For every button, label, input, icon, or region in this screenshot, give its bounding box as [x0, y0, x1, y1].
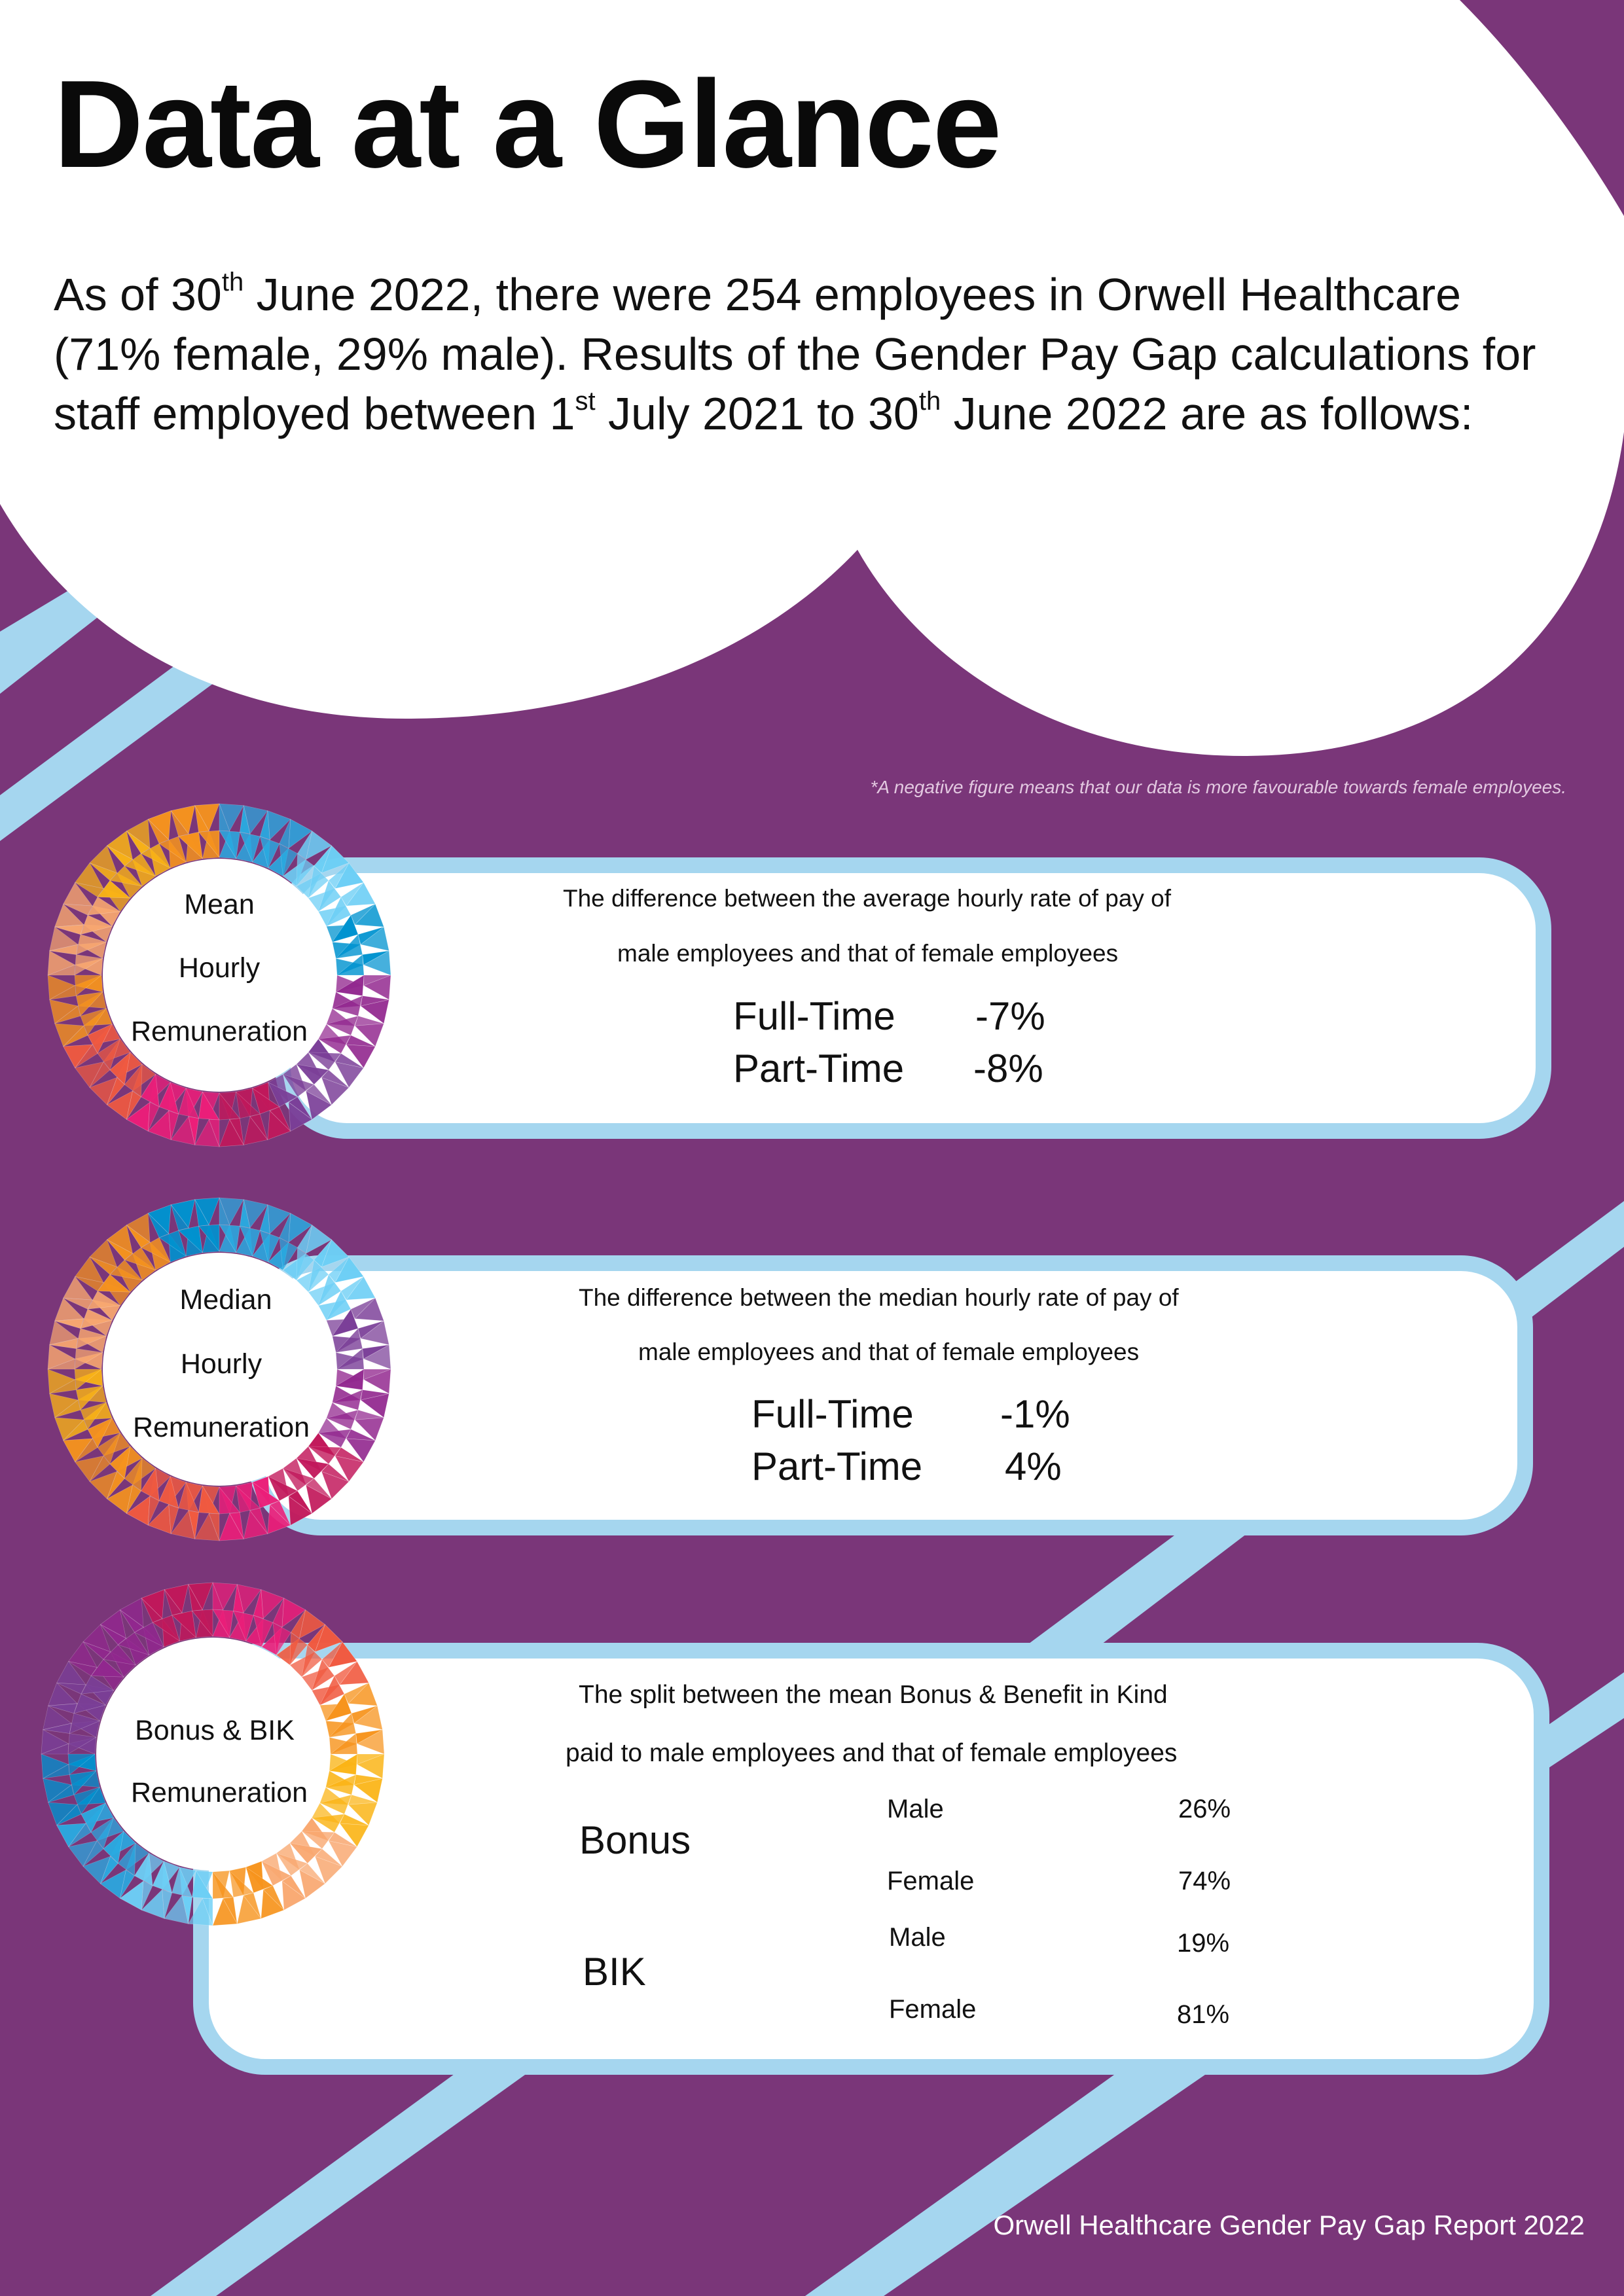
mean-parttime-label: Part-Time: [733, 1047, 905, 1090]
mean-ring-label-2: Hourly: [178, 952, 261, 984]
bonus-ring-label-2: Remuneration: [130, 1777, 308, 1808]
mean-description-line1: The difference between the average hourly rate of pay of: [563, 885, 1172, 912]
stripe: [805, 2062, 1224, 2296]
median-ring-label-2: Hourly: [180, 1348, 262, 1380]
stripe: [151, 2062, 543, 2296]
bonus-description-line2: paid to male employees and that of female employees: [566, 1739, 1178, 1767]
mean-description-line2: male employees and that of female employees: [617, 940, 1119, 967]
bik-label: BIK: [583, 1950, 646, 1994]
page-title: Data at a Glance: [54, 55, 1001, 194]
bonus-male-label: Male: [887, 1795, 944, 1823]
footer-text: Orwell Healthcare Gender Pay Gap Report 2022: [993, 2210, 1585, 2240]
bik-female-label: Female: [889, 1995, 977, 2024]
bik-male-value: 19%: [1177, 1929, 1230, 1958]
median-fulltime-value: -1%: [1000, 1392, 1070, 1436]
bik-female-value: 81%: [1177, 2000, 1230, 2029]
median-ring-label-1: Median: [179, 1284, 272, 1316]
bonus-ring-label-1: Bonus & BIK: [135, 1715, 295, 1746]
mean-fulltime-label: Full-Time: [733, 994, 895, 1038]
mean-fulltime-value: -7%: [975, 994, 1045, 1038]
mean-parttime-value: -8%: [973, 1047, 1043, 1090]
ring-center: [96, 1638, 329, 1871]
median-parttime-label: Part-Time: [751, 1444, 923, 1488]
mean-ring-label-3: Remuneration: [130, 1016, 308, 1047]
median-parttime-value: 4%: [1005, 1444, 1062, 1488]
bonus-label: Bonus: [579, 1818, 691, 1862]
bonus-male-value: 26%: [1178, 1795, 1231, 1823]
footnote: *A negative figure means that our data is more favourable towards female employees.: [870, 777, 1566, 797]
intro-paragraph: As of 30th June 2022, there were 254 employees in Orwell Healthcare (71% female, 29% male). Results of the Gender Pay Gap calculations for staff employed between 1st July 2021 to 30th June 2022 are as follows:: [54, 267, 1536, 439]
median-ring-label-3: Remuneration: [132, 1412, 310, 1443]
mean-ring-label-1: Mean: [184, 889, 255, 920]
median-description-line2: male employees and that of female employees: [638, 1338, 1140, 1365]
bonus-female-label: Female: [887, 1867, 975, 1895]
bik-male-label: Male: [889, 1923, 946, 1952]
median-description-line1: The difference between the median hourly rate of pay of: [579, 1284, 1179, 1311]
median-fulltime-label: Full-Time: [751, 1392, 914, 1436]
bonus-description-line1: The split between the mean Bonus & Benefit in Kind: [579, 1681, 1168, 1709]
bonus-ring-icon: [36, 1577, 389, 1931]
bonus-female-value: 74%: [1178, 1867, 1231, 1895]
